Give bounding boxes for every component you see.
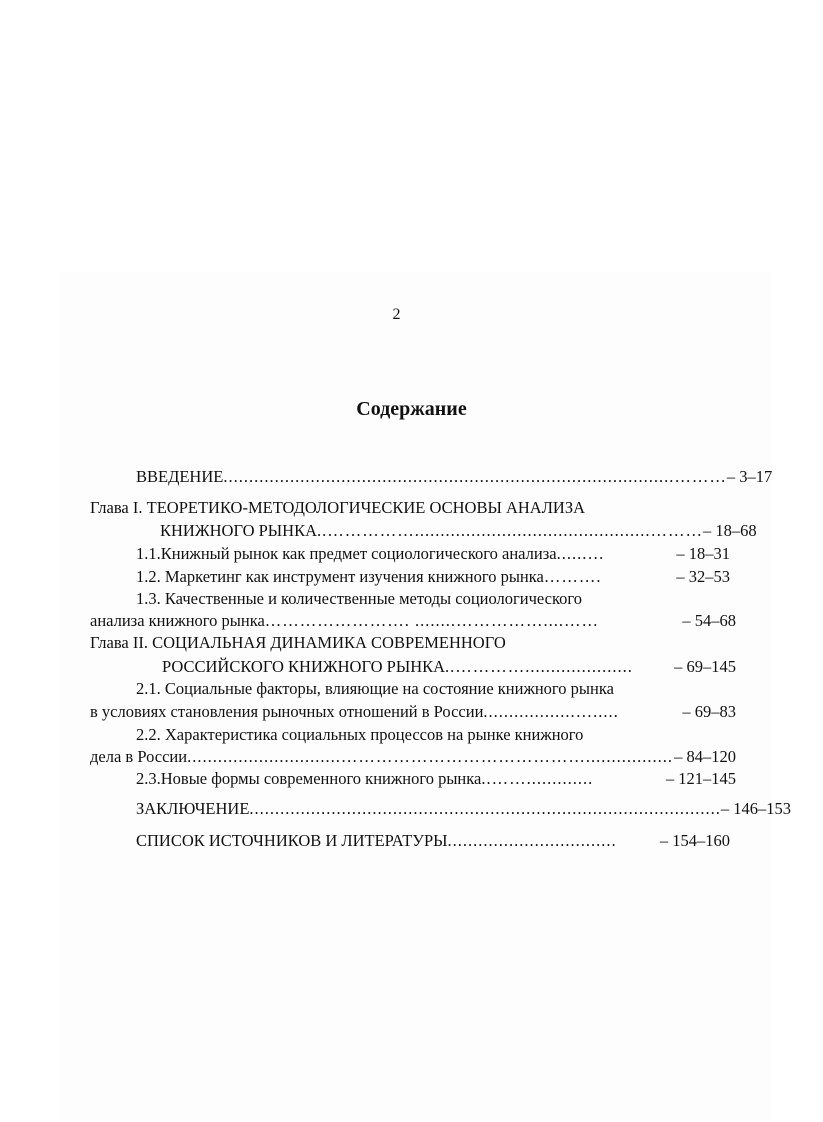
toc-entry-pages: – 69–145 xyxy=(674,657,736,676)
toc-entry-section-2-2-cont xyxy=(90,746,736,768)
toc-entry-leader: ................................. xyxy=(447,831,617,850)
toc-entry-pages: – 3–17 xyxy=(726,467,773,486)
toc-entry-pages: – 146–153 xyxy=(720,799,792,818)
toc-entry-label: Глава I. ТЕОРЕТИКО-МЕТОДОЛОГИЧЕСКИЕ ОСНОВЫ АНАЛИЗА xyxy=(90,498,586,517)
toc-entry-section-2-2 xyxy=(136,724,736,746)
toc-entry-conclusion xyxy=(136,798,792,820)
toc-entry-pages: – 84–120 xyxy=(674,747,736,766)
toc-entry-leader: ……………………. ........……………....…… xyxy=(264,611,600,630)
toc-entry-leader: ..……………..............................................……… xyxy=(317,521,704,540)
toc-entry-label: КНИЖНОГО РЫНКА xyxy=(160,521,318,540)
toc-entry-introduction xyxy=(136,466,773,488)
toc-entry-leader: ..……............. xyxy=(481,769,594,788)
toc-entry-label: 2.3.Новые формы современного книжного рынка xyxy=(136,769,482,788)
toc-entry-chapter-2 xyxy=(90,632,736,654)
toc-entry-bibliography xyxy=(136,830,730,852)
toc-entry-leader: ............................................................................................ xyxy=(249,799,721,818)
toc-entry-label: СПИСОК ИСТОЧНИКОВ И ЛИТЕРАТУРЫ xyxy=(136,831,448,850)
toc-entry-section-1-3-cont xyxy=(90,610,736,632)
toc-entry-leader: ......… xyxy=(556,544,605,563)
toc-entry-label: 1.2. Маркетинг как инструмент изучения книжного рынка xyxy=(136,567,544,586)
toc-entry-section-2-3 xyxy=(136,768,736,790)
toc-entry-chapter-1-cont xyxy=(160,520,757,542)
toc-entry-pages: – 18–31 xyxy=(676,544,730,563)
toc-entry-pages: – 54–68 xyxy=(682,611,736,630)
toc-entry-section-1-3 xyxy=(136,588,736,610)
toc-entry-label: ВВЕДЕНИЕ xyxy=(136,467,224,486)
page-number: 2 xyxy=(392,306,401,323)
toc-entry-leader: ………. xyxy=(543,567,602,586)
toc-entry-pages: – 154–160 xyxy=(659,831,730,850)
toc-entry-label: в условиях становления рыночных отношений в России xyxy=(90,702,484,721)
toc-entry-pages: – 18–68 xyxy=(703,521,757,540)
toc-entry-label: 2.2. Характеристика социальных процессов на рынке книжного xyxy=(136,725,584,744)
toc-entry-leader: ..................…..... xyxy=(483,702,619,721)
toc-entry-leader: ..............................……………………………………................. xyxy=(187,747,673,766)
toc-entry-pages: – 121–145 xyxy=(665,769,736,788)
toc-entry-section-2-1-cont xyxy=(90,701,736,723)
toc-entry-leader: ..…………..................... xyxy=(445,657,633,676)
toc-entry-label: Глава II. СОЦИАЛЬНАЯ ДИНАМИКА СОВРЕМЕННОГО xyxy=(90,633,506,652)
toc-entry-chapter-2-cont xyxy=(162,656,736,678)
toc-entry-label: ЗАКЛЮЧЕНИЕ xyxy=(136,799,250,818)
toc-entry-pages: – 69–83 xyxy=(682,702,736,721)
toc-entry-label: 1.3. Качественные и количественные методы социологического xyxy=(136,589,582,608)
toc-entry-section-1-1 xyxy=(136,543,730,565)
toc-entry-label: 2.1. Социальные факторы, влияющие на состояние книжного рынка xyxy=(136,679,614,698)
toc-entry-section-1-2 xyxy=(136,566,730,588)
toc-entry-chapter-1 xyxy=(90,497,730,519)
toc-entry-pages: – 32–53 xyxy=(676,567,730,586)
toc-entry-label: РОССИЙСКОГО КНИЖНОГО РЫНКА xyxy=(162,657,446,676)
toc-entry-label: дела в России xyxy=(90,747,188,766)
toc-entry-section-2-1 xyxy=(136,678,736,700)
toc-entry-label: анализа книжного рынка xyxy=(90,611,265,630)
toc-entry-label: 1.1.Книжный рынок как предмет социологического анализа xyxy=(136,544,557,563)
toc-entry-leader: ........................................................................................……… xyxy=(223,467,727,486)
contents-heading: Содержание xyxy=(356,398,467,420)
